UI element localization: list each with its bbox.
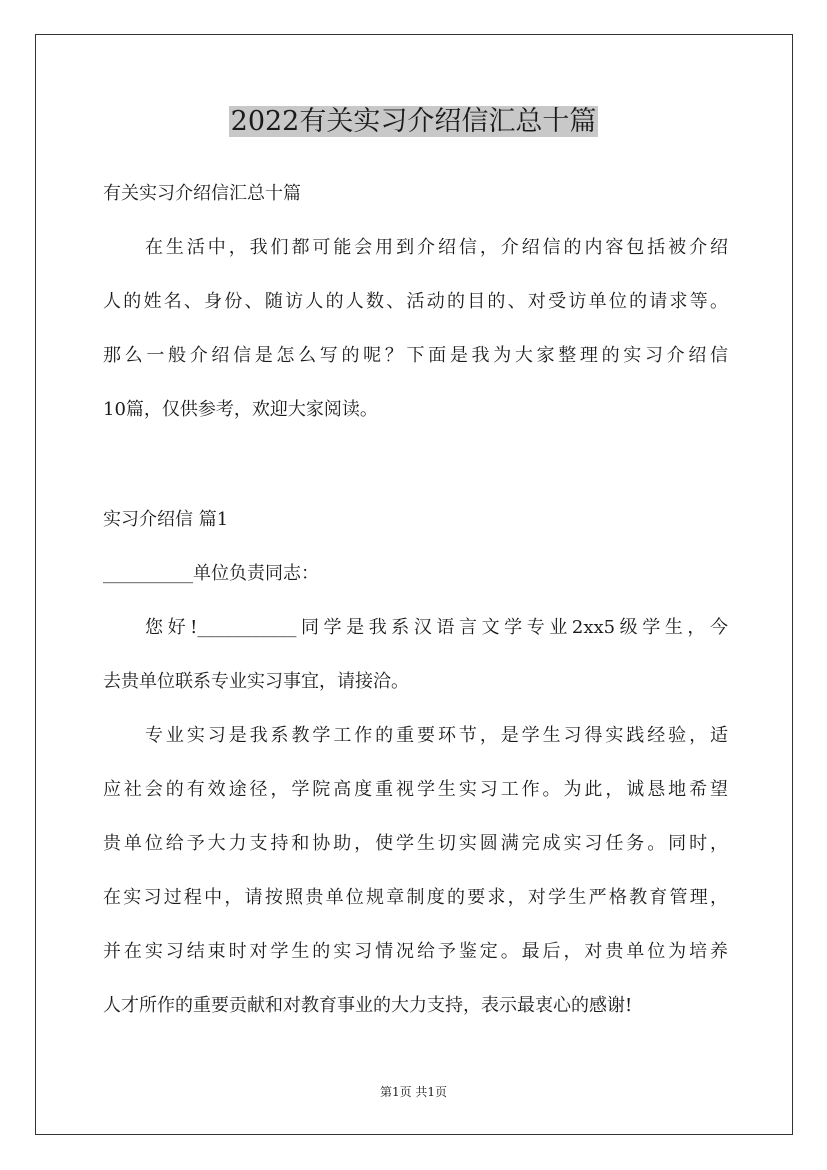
para1-line-2: 去贵单位联系专业实习事宜，请接洽。 xyxy=(103,671,409,692)
document-subtitle: 有关实习介绍信汇总十篇 xyxy=(103,183,301,204)
para2-line-4: 在实习过程中，请按照贵单位规章制度的要求，对学生严格教育管理， xyxy=(103,887,728,908)
document-title-text: 2022有关实习介绍信汇总十篇 xyxy=(230,106,597,137)
para2-line-3: 贵单位给予大力支持和协助，使学生切实圆满完成实习任务。同时， xyxy=(103,833,728,854)
intro-line-2: 人的姓名、身份、随访人的人数、活动的目的、对受访单位的请求等。 xyxy=(103,291,728,312)
intro-line-4: 10篇，仅供参考，欢迎大家阅读。 xyxy=(103,399,378,420)
para2-line-1: 专业实习是我系教学工作的重要环节，是学生习得实践经验，适 xyxy=(145,725,728,746)
para1-line-1: 您好!___________同学是我系汉语言文学专业2xx5级学生，今 xyxy=(145,617,728,638)
para2-line-6: 人才所作的重要贡献和对教育事业的大力支持，表示最衷心的感谢! xyxy=(103,995,633,1016)
page-footer: 第1页 共1页 xyxy=(379,1085,448,1099)
intro-line-3: 那么一般介绍信是怎么写的呢？下面是我为大家整理的实习介绍信 xyxy=(103,345,728,366)
section-heading: 实习介绍信 篇1 xyxy=(103,509,229,530)
para2-line-2: 应社会的有效途径，学院高度重视学生实习工作。为此，诚恳地希望 xyxy=(103,779,728,800)
para2-line-5: 并在实习结束时对学生的实习情况给予鉴定。最后，对贵单位为培养 xyxy=(103,941,728,962)
intro-line-1: 在生活中，我们都可能会用到介绍信，介绍信的内容包括被介绍 xyxy=(145,237,728,258)
document-title xyxy=(0,98,827,146)
salutation: __________单位负责同志： xyxy=(103,563,319,584)
